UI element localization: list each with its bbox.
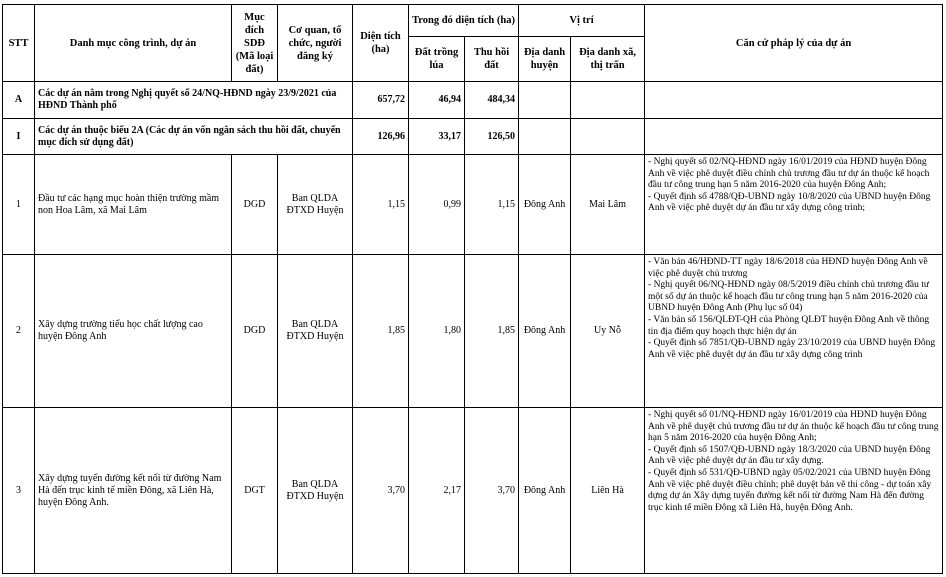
row-district: Đông Anh	[519, 408, 571, 574]
row-name: Xây dựng tuyến đường kết nối từ đường Nam Hà đến trục kinh tế miền Đông, xã Liên Hà, huyện Đông Anh.	[35, 408, 232, 574]
row-recovered: 3,70	[465, 408, 519, 574]
row-rice: 0,99	[409, 155, 465, 255]
header-rice-land: Đất trồng lúa	[409, 37, 465, 82]
header-area: Diện tích (ha)	[353, 5, 409, 82]
row-commune: Liên Hà	[571, 408, 645, 574]
section-i-recovered: 126,50	[465, 119, 519, 155]
header-district: Địa danh huyện	[519, 37, 571, 82]
row-agency: Ban QLDA ĐTXD Huyện	[278, 255, 353, 408]
header-within-area: Trong đó diện tích (ha)	[409, 5, 519, 37]
row-recovered: 1,85	[465, 255, 519, 408]
header-stt: STT	[3, 5, 35, 82]
table-row	[3, 155, 943, 255]
row-purpose: DGT	[232, 408, 278, 574]
row-name: Xây dựng trường tiểu học chất lượng cao huyện Đông Anh	[35, 255, 232, 408]
row-stt: 2	[3, 255, 35, 408]
row-commune: Mai Lâm	[571, 155, 645, 255]
section-a-recovered: 484,34	[465, 82, 519, 119]
header-name: Danh mục công trình, dự án	[35, 5, 232, 82]
legal-item: - Văn bản 46/HĐND-TT ngày 18/6/2018 của HĐND huyện Đông Anh về việc phê duyệt chủ trương	[648, 257, 928, 279]
header-location: Vị trí	[519, 5, 645, 37]
land-use-project-table	[2, 4, 943, 574]
section-i-row	[3, 119, 943, 155]
row-legal-basis	[645, 255, 943, 408]
row-purpose: DGD	[232, 155, 278, 255]
row-legal-basis	[645, 408, 943, 574]
row-rice: 1,80	[409, 255, 465, 408]
row-stt: 3	[3, 408, 35, 574]
section-i-name: Các dự án thuộc biểu 2A (Các dự án vốn ngân sách thu hồi đất, chuyển mục đích sử dụng đất)	[35, 119, 353, 155]
section-i-rice: 33,17	[409, 119, 465, 155]
row-rice: 2,17	[409, 408, 465, 574]
row-name: Đầu tư các hạng mục hoàn thiện trường mầm non Hoa Lâm, xã Mai Lâm	[35, 155, 232, 255]
legal-item: - Nghị quyết số 01/NQ-HĐND ngày 16/01/2019 của HĐND huyện Đông Anh về phê duyệt chủ trương đầu tư dự án thuộc kế hoạch đầu tư công trung hạn 5 năm 2016-2020 của huyện Đông Anh;	[648, 410, 939, 444]
header-commune: Địa danh xã, thị trấn	[571, 37, 645, 82]
header-purpose: Mục đích SDĐ (Mã loại đất)	[232, 5, 278, 82]
section-a-area: 657,72	[353, 82, 409, 119]
legal-item: - Văn bản số 156/QLĐT-QH của Phòng QLĐT huyện Đông Anh về thông tin địa điểm quy hoạch thực hiện dự án	[648, 314, 930, 337]
row-area: 3,70	[353, 408, 409, 574]
header-recovered: Thu hồi đất	[465, 37, 519, 82]
section-a-rice: 46,94	[409, 82, 465, 119]
row-stt: 1	[3, 155, 35, 255]
row-area: 1,85	[353, 255, 409, 408]
section-i-area: 126,96	[353, 119, 409, 155]
legal-item: - Quyết định số 4788/QĐ-UBND ngày 10/8/2020 của UBND huyện Đông Anh về việc phê duyệt dự án đầu tư xây dựng công trình;	[648, 191, 931, 214]
row-legal-basis	[645, 155, 943, 255]
row-agency: Ban QLDA ĐTXD Huyện	[278, 155, 353, 255]
legal-item: - Quyết định số 531/QĐ-UBND ngày 05/02/2021 của UBND huyện Đông Anh về việc phê duyệt điều chỉnh; phê duyệt bản vẽ thi công - dự toán xây dựng dự án Xây dựng tuyến đường kết nối từ đường Nam Hà đến đường trục kinh tế miền Đông xã Liên Hà, huyện Đông Anh.	[648, 467, 932, 513]
header-legal: Căn cứ pháp lý của dự án	[645, 5, 943, 82]
legal-item: - Quyết định số 1507/QĐ-UBND ngày 18/3/2020 của UBND huyện Đông Anh về việc phê duyệt dự án đầu tư xây dựng.	[648, 444, 931, 467]
row-purpose: DGD	[232, 255, 278, 408]
section-i-stt: I	[3, 119, 35, 155]
section-a-stt: A	[3, 82, 35, 119]
legal-item: - Nghị quyết 06/NQ-HĐND ngày 08/5/2019 điều chỉnh chủ trương đầu tư một số dự án thuộc kế hoạch đầu tư công trung hạn 5 năm 2016-2020 của UBND huyện Đông Anh (Phụ lục số 04)	[648, 280, 930, 314]
header-agency: Cơ quan, tổ chức, người đăng ký	[278, 5, 353, 82]
table-row	[3, 255, 943, 408]
row-agency: Ban QLDA ĐTXD Huyện	[278, 408, 353, 574]
legal-item: - Nghị quyết số 02/NQ-HĐND ngày 16/01/2019 của HĐND huyện Đông Anh về việc phê duyệt điều chỉnh chủ trương đầu tư dự án thuộc kế hoạch đầu tư công trung hạn 5 năm 2016-2020 của huyện Đông Anh;	[648, 157, 930, 191]
legal-item: - Quyết định số 7851/QĐ-UBND ngày 23/10/2019 của UBND huyện Đông Anh về việc phê duyệt dự án đầu tư xây dựng công trình	[648, 338, 936, 360]
section-a-row	[3, 82, 943, 119]
table-row	[3, 408, 943, 574]
row-district: Đông Anh	[519, 155, 571, 255]
row-commune: Uy Nỗ	[571, 255, 645, 408]
section-a-name: Các dự án nằm trong Nghị quyết số 24/NQ-HĐND ngày 23/9/2021 của HĐND Thành phố	[35, 82, 353, 119]
row-recovered: 1,15	[465, 155, 519, 255]
row-area: 1,15	[353, 155, 409, 255]
row-district: Đông Anh	[519, 255, 571, 408]
